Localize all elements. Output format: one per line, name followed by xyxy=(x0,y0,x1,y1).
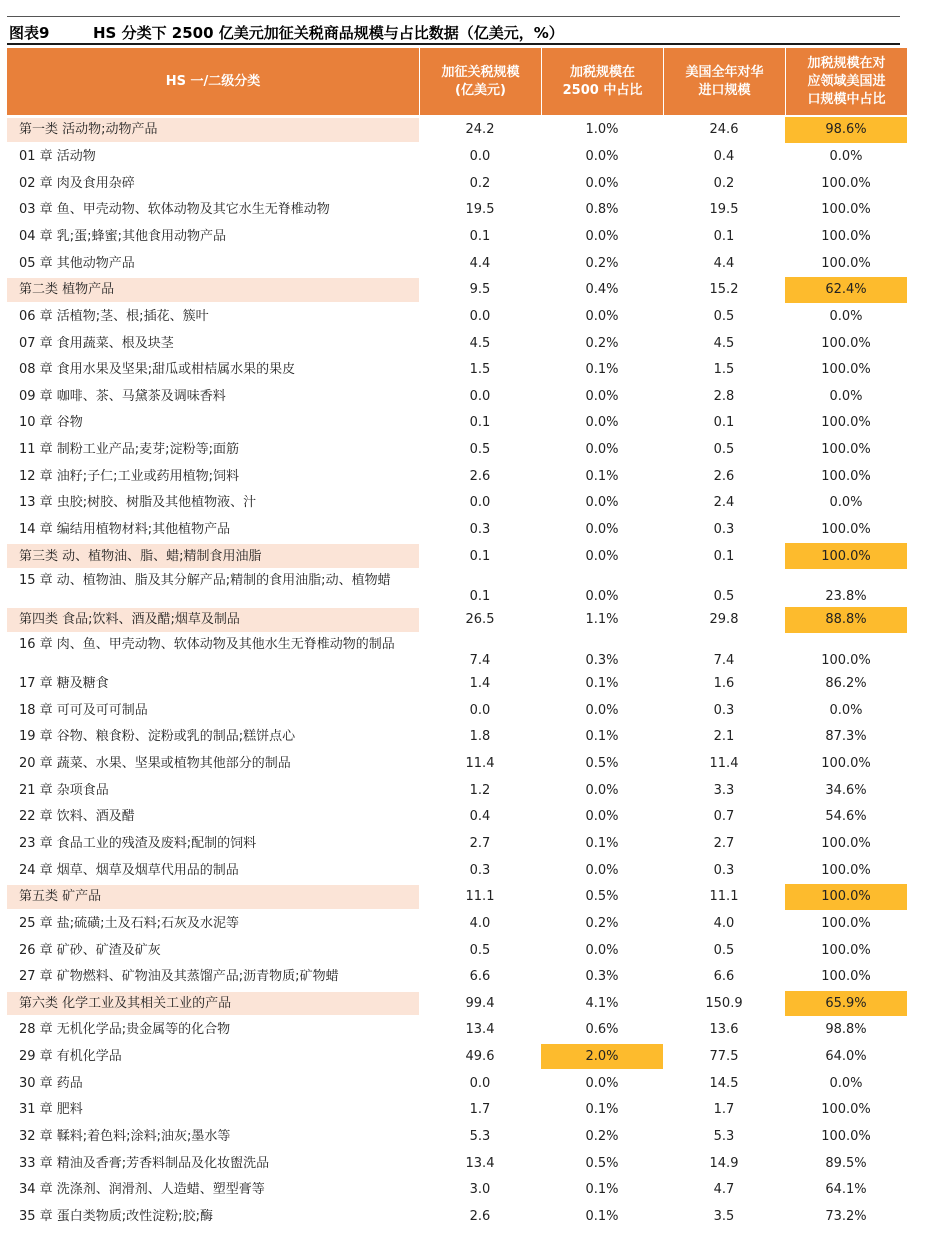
figure-title: HS 分类下 2500 亿美元加征关税商品规模与占比数据（亿美元，%） xyxy=(93,24,564,42)
cell-v2: 1.1% xyxy=(585,612,619,628)
table-row xyxy=(7,304,907,331)
cell-v3: 0.7 xyxy=(713,809,735,825)
cell-v3: 14.9 xyxy=(709,1155,739,1171)
cell-v4: 0.0% xyxy=(829,388,863,404)
cell-v2: 4.1% xyxy=(585,995,619,1011)
table-row xyxy=(7,751,907,778)
row-label: 26 章 矿砂、矿渣及矿灰 xyxy=(19,942,161,958)
cell-v1: 0.5 xyxy=(469,942,491,958)
table-row xyxy=(7,250,907,277)
row-label: 第五类 矿产品 xyxy=(19,889,102,905)
cell-v2: 0.0% xyxy=(585,522,619,538)
cell-v4: 100.0% xyxy=(821,202,871,218)
cell-v3: 15.2 xyxy=(709,282,739,298)
table-row xyxy=(7,490,907,517)
cell-v4: 98.6% xyxy=(825,122,867,138)
row-label: 29 章 有机化学品 xyxy=(19,1049,122,1065)
row-label: 19 章 谷物、粮食粉、淀粉或乳的制品;糕饼点心 xyxy=(19,729,296,745)
cell-v4: 100.0% xyxy=(821,915,871,931)
cell-v2: 0.0% xyxy=(585,388,619,404)
cell-v1: 11.1 xyxy=(465,889,495,905)
cell-v1: 2.6 xyxy=(469,1209,491,1224)
cell-v2: 0.5% xyxy=(585,889,619,905)
header-category: HS 一/二级分类 xyxy=(165,73,261,89)
cell-v1: 4.5 xyxy=(469,335,491,351)
cell-v4: 73.2% xyxy=(825,1209,867,1224)
category-row xyxy=(7,277,907,304)
cell-v1: 0.1 xyxy=(469,548,491,564)
table-row xyxy=(7,330,907,357)
cell-v4: 100.0% xyxy=(821,652,871,668)
table-row xyxy=(7,437,907,464)
cell-v4: 100.0% xyxy=(821,1102,871,1118)
cell-v3: 0.5 xyxy=(713,942,735,958)
cell-v3: 11.4 xyxy=(709,755,739,771)
cell-v2: 0.2% xyxy=(585,915,619,931)
cell-v3: 1.7 xyxy=(713,1102,735,1118)
cell-v2: 0.6% xyxy=(585,1022,619,1038)
cell-v3: 4.5 xyxy=(713,335,735,351)
cell-v3: 29.8 xyxy=(709,612,739,628)
table-row xyxy=(7,831,907,858)
cell-v4: 100.0% xyxy=(821,415,871,431)
figure-title-bar xyxy=(7,16,900,45)
cell-v4: 100.0% xyxy=(821,175,871,191)
cell-v1: 9.5 xyxy=(469,282,491,298)
table-row xyxy=(7,1044,907,1071)
cell-v2: 0.0% xyxy=(585,415,619,431)
row-label: 23 章 食品工业的残渣及废料;配制的饲料 xyxy=(19,835,257,851)
cell-v2: 2.0% xyxy=(585,1049,619,1065)
cell-v1: 1.5 xyxy=(469,362,491,378)
cell-v1: 0.2 xyxy=(469,175,491,191)
cell-v3: 19.5 xyxy=(709,202,739,218)
table-row xyxy=(7,964,907,991)
cell-v1: 1.2 xyxy=(469,782,491,798)
table-row xyxy=(7,697,907,724)
cell-v1: 49.6 xyxy=(465,1049,495,1065)
cell-v3: 6.6 xyxy=(713,969,735,985)
row-label: 34 章 洗涤剂、润滑剂、人造蜡、塑型膏等 xyxy=(19,1182,265,1198)
cell-v2: 0.1% xyxy=(585,1209,619,1224)
table-row xyxy=(7,1150,907,1177)
cell-v1: 24.2 xyxy=(465,122,495,138)
cell-v4: 54.6% xyxy=(825,809,867,825)
table-row xyxy=(7,197,907,224)
table-row xyxy=(7,1097,907,1124)
cell-v2: 0.0% xyxy=(585,589,619,605)
cell-v2: 0.1% xyxy=(585,362,619,378)
row-label: 第六类 化学工业及其相关工业的产品 xyxy=(19,995,232,1011)
row-label: 02 章 肉及食用杂碎 xyxy=(19,175,135,191)
cell-v1: 1.7 xyxy=(469,1102,491,1118)
cell-v3: 0.5 xyxy=(713,442,735,458)
cell-v2: 0.8% xyxy=(585,202,619,218)
category-row xyxy=(7,991,907,1018)
cell-v3: 0.1 xyxy=(713,228,735,244)
cell-v1: 4.4 xyxy=(469,255,491,271)
cell-v4: 0.0% xyxy=(829,308,863,324)
cell-v3: 3.3 xyxy=(713,782,735,798)
table-row xyxy=(7,224,907,251)
cell-v1: 0.1 xyxy=(469,415,491,431)
cell-v1: 99.4 xyxy=(465,995,495,1011)
cell-v3: 4.7 xyxy=(713,1182,735,1198)
cell-v3: 0.2 xyxy=(713,175,735,191)
row-label: 03 章 鱼、甲壳动物、软体动物及其它水生无脊椎动物 xyxy=(19,202,330,218)
row-label: 20 章 蔬菜、水果、坚果或植物其他部分的制品 xyxy=(19,755,291,771)
cell-v2: 0.0% xyxy=(585,228,619,244)
figure-number: 图表9 xyxy=(9,24,50,42)
row-label: 16 章 肉、鱼、甲壳动物、软体动物及其他水生无脊椎动物的制品 xyxy=(19,636,395,652)
cell-v4: 0.0% xyxy=(829,702,863,718)
cell-v4: 100.0% xyxy=(821,969,871,985)
cell-v3: 1.5 xyxy=(713,362,735,378)
cell-v1: 7.4 xyxy=(469,652,491,668)
cell-v3: 0.3 xyxy=(713,862,735,878)
table-row xyxy=(7,777,907,804)
row-label: 08 章 食用水果及坚果;甜瓜或柑桔属水果的果皮 xyxy=(19,362,296,378)
cell-v1: 0.4 xyxy=(469,809,491,825)
cell-v4: 100.0% xyxy=(821,548,871,564)
cell-v4: 64.1% xyxy=(825,1182,867,1198)
row-label: 25 章 盐;硫磺;土及石料;石灰及水泥等 xyxy=(19,915,239,931)
cell-v3: 2.8 xyxy=(713,388,735,404)
cell-v2: 0.0% xyxy=(585,548,619,564)
row-label: 05 章 其他动物产品 xyxy=(19,255,135,271)
cell-v2: 0.2% xyxy=(585,1129,619,1145)
cell-v4: 100.0% xyxy=(821,362,871,378)
cell-v1: 0.5 xyxy=(469,442,491,458)
table-row xyxy=(7,570,907,607)
row-label: 第一类 活动物;动物产品 xyxy=(19,122,158,138)
cell-v1: 0.0 xyxy=(469,1075,491,1091)
category-row xyxy=(7,117,907,144)
cell-v1: 0.0 xyxy=(469,308,491,324)
table-row xyxy=(7,1070,907,1097)
row-label: 22 章 饮料、酒及醋 xyxy=(19,809,135,825)
cell-v1: 4.0 xyxy=(469,915,491,931)
cell-v3: 2.7 xyxy=(713,835,735,851)
table-row xyxy=(7,1177,907,1204)
header-us-imports: 美国全年对华 进口规模 xyxy=(663,48,785,115)
cell-v1: 0.0 xyxy=(469,495,491,511)
cell-v4: 100.0% xyxy=(821,228,871,244)
cell-v2: 0.5% xyxy=(585,1155,619,1171)
header-share-of-2500: 加税规模在 2500 中占比 xyxy=(541,48,663,115)
row-label: 09 章 咖啡、茶、马黛茶及调味香料 xyxy=(19,388,226,404)
row-label: 32 章 鞣料;着色料;涂料;油灰;墨水等 xyxy=(19,1129,231,1145)
table-row xyxy=(7,384,907,411)
cell-v2: 0.0% xyxy=(585,175,619,191)
category-row xyxy=(7,607,907,634)
cell-v4: 100.0% xyxy=(821,835,871,851)
row-label: 06 章 活植物;茎、根;插花、簇叶 xyxy=(19,308,209,324)
cell-v3: 0.5 xyxy=(713,589,735,605)
cell-v2: 0.5% xyxy=(585,755,619,771)
cell-v4: 100.0% xyxy=(821,862,871,878)
cell-v3: 4.4 xyxy=(713,255,735,271)
cell-v4: 0.0% xyxy=(829,495,863,511)
cell-v1: 2.7 xyxy=(469,835,491,851)
cell-v4: 100.0% xyxy=(821,468,871,484)
row-label: 17 章 糖及糖食 xyxy=(19,676,109,691)
cell-v3: 1.6 xyxy=(713,676,735,691)
cell-v2: 0.1% xyxy=(585,729,619,745)
row-label: 10 章 谷物 xyxy=(19,415,83,431)
row-label: 第二类 植物产品 xyxy=(19,282,115,298)
cell-v2: 0.0% xyxy=(585,862,619,878)
cell-v3: 13.6 xyxy=(709,1022,739,1038)
cell-v4: 100.0% xyxy=(821,255,871,271)
cell-v2: 0.4% xyxy=(585,282,619,298)
cell-v2: 0.2% xyxy=(585,255,619,271)
category-row xyxy=(7,884,907,911)
cell-v4: 23.8% xyxy=(825,589,867,605)
row-label: 31 章 肥料 xyxy=(19,1102,83,1118)
cell-v4: 34.6% xyxy=(825,782,867,798)
cell-v1: 5.3 xyxy=(469,1129,491,1145)
table-row xyxy=(7,724,907,751)
cell-v4: 100.0% xyxy=(821,522,871,538)
row-label: 21 章 杂项食品 xyxy=(19,782,109,798)
cell-v2: 0.0% xyxy=(585,308,619,324)
row-label: 18 章 可可及可可制品 xyxy=(19,702,148,718)
cell-v1: 0.0 xyxy=(469,148,491,164)
cell-v3: 5.3 xyxy=(713,1129,735,1145)
table-row xyxy=(7,634,907,671)
cell-v2: 0.1% xyxy=(585,468,619,484)
row-label: 第四类 食品;饮料、酒及醋;烟草及制品 xyxy=(19,612,240,628)
cell-v2: 0.0% xyxy=(585,782,619,798)
cell-v2: 0.1% xyxy=(585,676,619,691)
cell-v1: 3.0 xyxy=(469,1182,491,1198)
cell-v3: 0.4 xyxy=(713,148,735,164)
table-row xyxy=(7,144,907,171)
table-row xyxy=(7,463,907,490)
cell-v1: 13.4 xyxy=(465,1022,495,1038)
cell-v2: 0.0% xyxy=(585,495,619,511)
cell-v3: 0.1 xyxy=(713,548,735,564)
cell-v4: 100.0% xyxy=(821,442,871,458)
cell-v3: 2.1 xyxy=(713,729,735,745)
row-label: 07 章 食用蔬菜、根及块茎 xyxy=(19,335,174,351)
table-row xyxy=(7,804,907,831)
cell-v1: 0.0 xyxy=(469,702,491,718)
row-label: 04 章 乳;蛋;蜂蜜;其他食用动物产品 xyxy=(19,228,226,244)
cell-v3: 0.3 xyxy=(713,702,735,718)
cell-v1: 0.3 xyxy=(469,862,491,878)
cell-v4: 65.9% xyxy=(825,995,867,1011)
row-label: 28 章 无机化学品;贵金属等的化合物 xyxy=(19,1022,231,1038)
cell-v4: 87.3% xyxy=(825,729,867,745)
table-row xyxy=(7,1124,907,1151)
cell-v1: 26.5 xyxy=(465,612,495,628)
cell-v1: 1.8 xyxy=(469,729,491,745)
row-label: 14 章 编结用植物材料;其他植物产品 xyxy=(19,522,231,538)
header-tariff-scale: 加征关税规模 (亿美元) xyxy=(419,48,541,115)
cell-v3: 0.3 xyxy=(713,522,735,538)
cell-v3: 4.0 xyxy=(713,915,735,931)
row-label: 24 章 烟草、烟草及烟草代用品的制品 xyxy=(19,862,239,878)
cell-v1: 1.4 xyxy=(469,676,491,691)
cell-v3: 24.6 xyxy=(709,122,739,138)
cell-v3: 2.4 xyxy=(713,495,735,511)
cell-v1: 0.3 xyxy=(469,522,491,538)
table-header xyxy=(7,48,907,115)
table-row xyxy=(7,1204,907,1231)
cell-v3: 7.4 xyxy=(713,652,735,668)
cell-v2: 0.0% xyxy=(585,809,619,825)
cell-v4: 98.8% xyxy=(825,1022,867,1038)
table-row xyxy=(7,357,907,384)
cell-v2: 0.0% xyxy=(585,1075,619,1091)
cell-v4: 62.4% xyxy=(825,282,867,298)
cell-v2: 0.0% xyxy=(585,148,619,164)
cell-v3: 2.6 xyxy=(713,468,735,484)
row-label: 30 章 药品 xyxy=(19,1075,83,1091)
cell-v3: 11.1 xyxy=(709,889,739,905)
cell-v3: 3.5 xyxy=(713,1209,735,1224)
cell-v1: 0.1 xyxy=(469,589,491,605)
cell-v1: 2.6 xyxy=(469,468,491,484)
row-label: 01 章 活动物 xyxy=(19,148,96,164)
cell-v3: 0.1 xyxy=(713,415,735,431)
table-row xyxy=(7,857,907,884)
cell-v4: 64.0% xyxy=(825,1049,867,1065)
cell-v3: 14.5 xyxy=(709,1075,739,1091)
row-label: 15 章 动、植物油、脂及其分解产品;精制的食用油脂;动、植物蜡 xyxy=(19,573,391,589)
table-row xyxy=(7,937,907,964)
cell-v1: 0.1 xyxy=(469,228,491,244)
cell-v1: 6.6 xyxy=(469,969,491,985)
row-label: 33 章 精油及香膏;芳香料制品及化妆盥洗品 xyxy=(19,1155,270,1171)
cell-v1: 13.4 xyxy=(465,1155,495,1171)
cell-v3: 150.9 xyxy=(705,995,743,1011)
cell-v4: 100.0% xyxy=(821,942,871,958)
table-row xyxy=(7,911,907,938)
cell-v4: 0.0% xyxy=(829,148,863,164)
cell-v2: 0.2% xyxy=(585,335,619,351)
table-row xyxy=(7,1017,907,1044)
header-share-of-imports: 加税规模在对 应领域美国进 口规模中占比 xyxy=(785,48,907,115)
table-row xyxy=(7,517,907,544)
cell-v4: 100.0% xyxy=(821,1129,871,1145)
row-label: 35 章 蛋白类物质;改性淀粉;胶;酶 xyxy=(19,1209,213,1224)
row-label: 第三类 动、植物油、脂、蜡;精制食用油脂 xyxy=(19,548,262,564)
row-label: 11 章 制粉工业产品;麦芽;淀粉等;面筋 xyxy=(19,442,239,458)
cell-v4: 100.0% xyxy=(821,889,871,905)
row-label: 13 章 虫胶;树胶、树脂及其他植物液、汁 xyxy=(19,495,257,511)
cell-v4: 86.2% xyxy=(825,676,867,691)
cell-v4: 100.0% xyxy=(821,335,871,351)
cell-v2: 0.0% xyxy=(585,942,619,958)
cell-v4: 88.8% xyxy=(825,612,867,628)
cell-v2: 0.3% xyxy=(585,652,619,668)
cell-v2: 1.0% xyxy=(585,122,619,138)
table-row xyxy=(7,170,907,197)
row-label: 27 章 矿物燃料、矿物油及其蒸馏产品;沥青物质;矿物蜡 xyxy=(19,969,339,985)
cell-v1: 19.5 xyxy=(465,202,495,218)
cell-v2: 0.1% xyxy=(585,1102,619,1118)
cell-v1: 0.0 xyxy=(469,388,491,404)
cell-v3: 0.5 xyxy=(713,308,735,324)
cell-v4: 89.5% xyxy=(825,1155,867,1171)
cell-v2: 0.1% xyxy=(585,1182,619,1198)
cell-v4: 0.0% xyxy=(829,1075,863,1091)
category-row xyxy=(7,543,907,570)
cell-v2: 0.0% xyxy=(585,442,619,458)
table-row xyxy=(7,410,907,437)
table-row xyxy=(7,671,907,698)
cell-v2: 0.3% xyxy=(585,969,619,985)
cell-v1: 11.4 xyxy=(465,755,495,771)
cell-v4: 100.0% xyxy=(821,755,871,771)
row-label: 12 章 油籽;子仁;工业或药用植物;饲料 xyxy=(19,468,239,484)
cell-v2: 0.1% xyxy=(585,835,619,851)
cell-v3: 77.5 xyxy=(709,1049,739,1065)
cell-v2: 0.0% xyxy=(585,702,619,718)
